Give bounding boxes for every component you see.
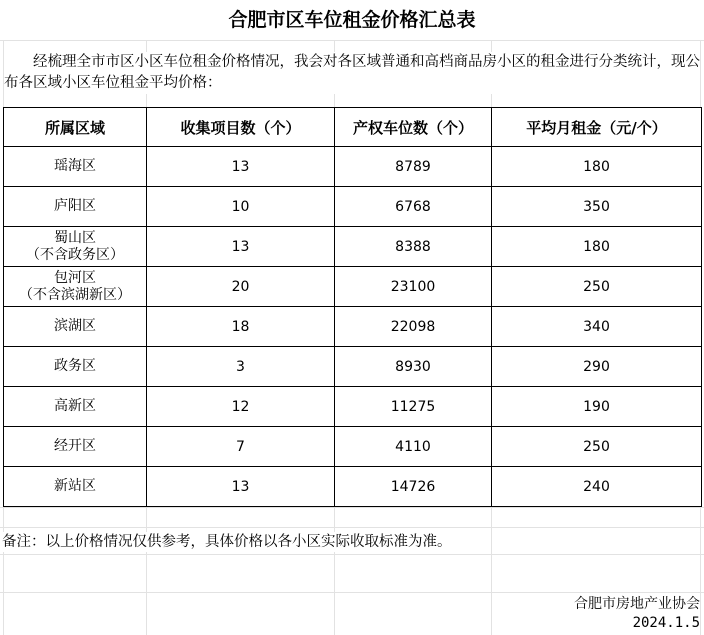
region-name: 庐阳区 <box>54 198 96 214</box>
region-name: 瑶海区 <box>54 158 96 174</box>
region-name: 新站区 <box>54 478 96 494</box>
cell-spaces: 8388 <box>335 227 492 267</box>
header-projects: 收集项目数（个） <box>147 108 335 147</box>
grid-line <box>0 507 704 508</box>
page-title: 合肥市区车位租金价格汇总表 <box>0 0 704 40</box>
table-row <box>4 427 702 467</box>
cell-projects: 18 <box>147 307 335 347</box>
cell-spaces: 6768 <box>335 187 492 227</box>
cell-region <box>4 187 147 227</box>
cell-projects: 20 <box>147 267 335 307</box>
cell-spaces: 8789 <box>335 147 492 187</box>
region-name: 滨湖区 <box>54 318 96 334</box>
region-name: 包河区 <box>54 269 96 286</box>
table-row <box>4 147 702 187</box>
region-name: 蜀山区 <box>54 229 96 246</box>
cell-spaces: 11275 <box>335 387 492 427</box>
cell-projects: 7 <box>147 427 335 467</box>
cell-region <box>4 347 147 387</box>
table-row <box>4 387 702 427</box>
cell-projects: 13 <box>147 467 335 507</box>
header-region: 所属区域 <box>4 108 147 147</box>
rent-summary-table <box>3 107 702 507</box>
region-name: 政务区 <box>54 358 96 374</box>
cell-rent: 290 <box>492 347 702 387</box>
publisher-name: 合肥市房地产业协会 <box>574 596 700 612</box>
cell-spaces: 4110 <box>335 427 492 467</box>
table-header-row <box>4 108 702 147</box>
header-spaces: 产权车位数（个） <box>335 108 492 147</box>
table-row <box>4 467 702 507</box>
table-row <box>4 227 702 267</box>
cell-region <box>4 267 147 307</box>
cell-region <box>4 387 147 427</box>
table-row <box>4 267 702 307</box>
cell-rent: 180 <box>492 147 702 187</box>
publish-date: 2024.1.5 <box>632 615 700 631</box>
footnote: 备注：以上价格情况仅供参考，具体价格以各小区实际收取标准为准。 <box>2 532 458 552</box>
region-note: （不含政务区） <box>26 246 124 263</box>
grid-line <box>0 592 704 593</box>
cell-region <box>4 427 147 467</box>
grid-line <box>0 527 704 528</box>
cell-rent: 180 <box>492 227 702 267</box>
grid-line <box>0 554 704 555</box>
cell-region <box>4 307 147 347</box>
cell-rent: 190 <box>492 387 702 427</box>
cell-rent: 240 <box>492 467 702 507</box>
region-name: 高新区 <box>54 398 96 414</box>
cell-projects: 3 <box>147 347 335 387</box>
cell-rent: 350 <box>492 187 702 227</box>
cell-projects: 12 <box>147 387 335 427</box>
table-row <box>4 347 702 387</box>
cell-spaces: 8930 <box>335 347 492 387</box>
grid-line <box>0 40 704 41</box>
table-row <box>4 187 702 227</box>
cell-region <box>4 467 147 507</box>
cell-rent: 340 <box>492 307 702 347</box>
cell-rent: 250 <box>492 427 702 467</box>
header-rent: 平均月租金（元/个） <box>492 108 702 147</box>
region-name: 经开区 <box>54 438 96 454</box>
cell-spaces: 22098 <box>335 307 492 347</box>
cell-projects: 13 <box>147 147 335 187</box>
cell-spaces: 23100 <box>335 267 492 307</box>
table-row <box>4 307 702 347</box>
cell-projects: 10 <box>147 187 335 227</box>
cell-region <box>4 227 147 267</box>
cell-projects: 13 <box>147 227 335 267</box>
cell-region <box>4 147 147 187</box>
region-note: （不含滨湖新区） <box>19 286 131 303</box>
intro-paragraph: 经梳理全市市区小区车位租金价格情况，我会对各区域普通和高档商品房小区的租金进行分类统计，现公布各区域小区车位租金平均价格： <box>4 52 700 94</box>
cell-rent: 250 <box>492 267 702 307</box>
cell-spaces: 14726 <box>335 467 492 507</box>
